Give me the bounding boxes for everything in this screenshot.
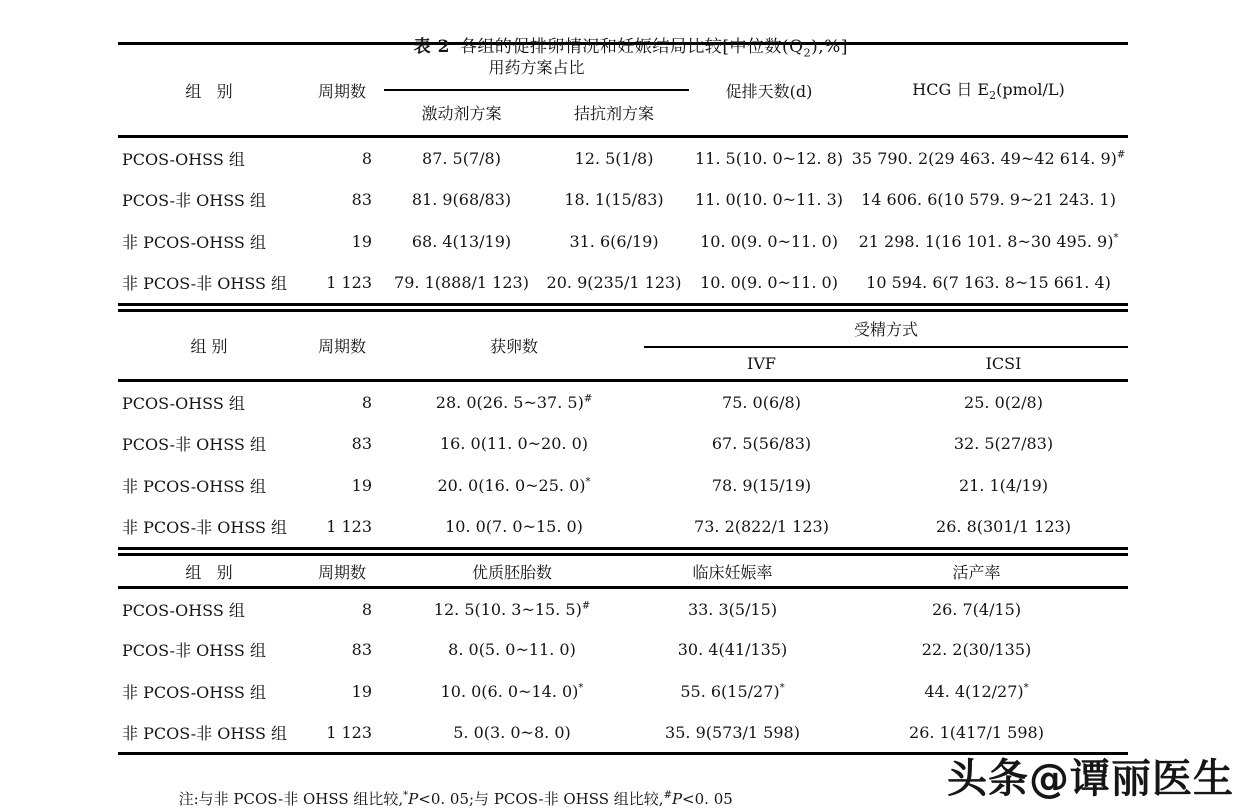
footnote: 注:与非 PCOS-非 OHSS 组比较,*P<0. 05;与 PCOS-非 OHSS 组比较,#P<0. 05 [178, 790, 733, 808]
cell-group: PCOS-OHSS 组 [122, 600, 245, 620]
cell-hcg: 35 790. 2(29 463. 49~42 614. 9)# [851, 148, 1126, 168]
cell-clinical-pregnancy: 55. 6(15/27)* [680, 681, 785, 701]
table-row [118, 671, 1128, 713]
table-row [118, 588, 1128, 630]
hash-marker: # [663, 790, 672, 801]
cell-cycles: 1 123 [326, 722, 372, 742]
cell-group: PCOS-非 OHSS 组 [122, 641, 266, 661]
cell-clinical-pregnancy: 30. 4(41/135) [677, 640, 788, 660]
cell-live-birth: 26. 1(417/1 598) [909, 722, 1044, 742]
cell-live-birth: 44. 4(12/27)* [924, 681, 1029, 701]
cell-hcg: 21 298. 1(16 101. 8~30 495. 9)* [858, 232, 1119, 251]
cell-oocytes: 20. 0(16. 0~25. 0)* [437, 476, 591, 495]
cell-cycles: 8 [361, 599, 372, 619]
cell-oocytes: 10. 0(7. 0~15. 0) [445, 517, 583, 537]
cell-live-birth: 26. 7(4/15) [931, 599, 1022, 619]
cell-antagonist: 20. 9(235/1 123) [546, 273, 682, 293]
cell-antagonist: 18. 1(15/83) [564, 190, 664, 209]
col-header-cycles: 周期数 [300, 555, 384, 588]
cell-cycles: 19 [351, 476, 372, 495]
col-header-embryos: 优质胚胎数 [384, 555, 640, 588]
table-row [118, 221, 1128, 263]
cell-group: PCOS-OHSS 组 [122, 149, 245, 169]
col-header-fertilization-group: 受精方式 [644, 311, 1128, 347]
significance-marker: # [583, 393, 593, 405]
header-row [118, 311, 1128, 347]
cell-agonist: 79. 1(888/1 123) [394, 273, 529, 293]
cell-clinical-pregnancy: 33. 3(5/15) [687, 599, 778, 619]
cell-embryos: 5. 0(3. 0~8. 0) [453, 722, 571, 742]
significance-marker: * [779, 682, 785, 694]
table-row [118, 629, 1128, 671]
col-header-regimen-group: 用药方案占比 [384, 44, 689, 90]
table-row [118, 263, 1128, 305]
col-header-group: 组 别 [118, 311, 300, 381]
table-stack [118, 42, 1128, 808]
cell-icsi: 21. 1(4/19) [958, 476, 1049, 495]
cell-agonist: 87. 5(7/8) [422, 148, 501, 168]
cell-icsi: 32. 5(27/83) [953, 434, 1054, 453]
cell-hcg: 14 606. 6(10 579. 9~21 243. 1) [861, 190, 1116, 209]
cell-cycles: 8 [361, 148, 372, 168]
significance-marker: # [1116, 149, 1126, 161]
table-row [118, 137, 1128, 179]
col-header-antagonist: 拮抗剂方案 [539, 90, 689, 137]
toutiao-watermark: 头条@谭丽医生 [947, 756, 1234, 802]
outcome-table [118, 553, 1128, 755]
table-row [118, 507, 1128, 549]
cell-clinical-pregnancy: 35. 9(573/1 598) [665, 722, 800, 742]
cell-cycles: 83 [351, 640, 372, 660]
cell-group: 非 PCOS-非 OHSS 组 [122, 723, 288, 743]
table-row [118, 381, 1128, 423]
col-header-group: 组 别 [118, 44, 300, 137]
cell-ivf: 78. 9(15/19) [711, 476, 812, 495]
table-row [118, 423, 1128, 465]
cell-embryos: 12. 5(10. 3~15. 5)# [433, 599, 591, 619]
cell-embryos: 8. 0(5. 0~11. 0) [448, 640, 576, 660]
cell-ivf: 73. 2(822/1 123) [694, 517, 829, 537]
col-header-group: 组 别 [118, 555, 300, 588]
cell-group: 非 PCOS-非 OHSS 组 [122, 274, 288, 294]
asterisk-marker: * [403, 790, 409, 801]
cell-hcg: 10 594. 6(7 163. 8~15 661. 4) [866, 273, 1111, 293]
cell-cycles: 1 123 [326, 517, 372, 537]
cell-oocytes: 16. 0(11. 0~20. 0) [439, 434, 589, 453]
p-value-symbol: P [671, 790, 683, 808]
table-number: 表 2 [413, 37, 450, 57]
cell-group: 非 PCOS-OHSS 组 [122, 233, 266, 252]
table-title-text: 各组的促排卵情况和妊娠结局比较[中位数(Q [459, 37, 804, 57]
stimulation-table [118, 42, 1128, 306]
cell-days: 11. 5(10. 0~12. 8) [695, 148, 844, 168]
cell-icsi: 26. 8(301/1 123) [936, 517, 1071, 537]
table-row [118, 465, 1128, 507]
col-header-ivf: IVF [644, 347, 879, 381]
cell-embryos: 10. 0(6. 0~14. 0)* [440, 681, 584, 701]
cell-group: 非 PCOS-OHSS 组 [122, 682, 266, 702]
col-header-stim-days: 促排天数(d) [689, 44, 849, 137]
cell-agonist: 68. 4(13/19) [411, 232, 512, 251]
cell-live-birth: 22. 2(30/135) [921, 640, 1032, 660]
header-row [118, 555, 1128, 588]
cell-days: 10. 0(9. 0~11. 0) [700, 273, 838, 293]
table-row [118, 179, 1128, 221]
cell-cycles: 19 [351, 681, 372, 701]
col-header-cycles: 周期数 [300, 311, 384, 381]
col-header-oocytes: 获卵数 [384, 311, 644, 381]
p-value-symbol: P [408, 790, 419, 808]
fertilization-table [118, 309, 1128, 550]
col-header-agonist: 激动剂方案 [384, 90, 539, 137]
cell-agonist: 81. 9(68/83) [411, 190, 512, 209]
col-header-clinical-pregnancy: 临床妊娠率 [640, 555, 825, 588]
col-header-icsi: ICSI [879, 347, 1128, 381]
cell-cycles: 83 [351, 434, 372, 453]
cell-cycles: 19 [351, 232, 372, 251]
cell-cycles: 83 [351, 190, 372, 209]
col-header-hcg-e2: HCG 日 $E_2(pmol/L)$ [849, 44, 1128, 137]
significance-marker: * [578, 682, 584, 694]
table-title [0, 0, 1238, 60]
col-header-cycles: 周期数 [300, 44, 384, 137]
cell-days: 10. 0(9. 0~11. 0) [700, 232, 838, 251]
cell-group: PCOS-非 OHSS 组 [122, 435, 266, 454]
significance-marker: * [1113, 232, 1119, 244]
cell-group: 非 PCOS-OHSS 组 [122, 477, 266, 496]
cell-antagonist: 12. 5(1/8) [574, 148, 654, 168]
cell-group: PCOS-OHSS 组 [122, 393, 245, 413]
cell-oocytes: 28. 0(26. 5~37. 5)# [435, 392, 593, 412]
cell-group: 非 PCOS-非 OHSS 组 [122, 518, 288, 538]
cell-cycles: 8 [361, 392, 372, 412]
title-subscript: 2 [803, 46, 812, 60]
col-header-live-birth: 活产率 [825, 555, 1128, 588]
table-title-tail: ),%] [811, 37, 848, 57]
cell-ivf: 75. 0(6/8) [722, 392, 801, 412]
cell-ivf: 67. 5(56/83) [711, 434, 812, 453]
cell-cycles: 1 123 [326, 273, 372, 293]
significance-marker: # [581, 600, 591, 612]
significance-marker: * [1023, 682, 1029, 694]
cell-antagonist: 31. 6(6/19) [569, 232, 659, 251]
cell-days: 11. 0(10. 0~11. 3) [695, 190, 844, 209]
cell-group: PCOS-非 OHSS 组 [122, 191, 266, 210]
significance-marker: * [585, 476, 591, 488]
cell-icsi: 25. 0(2/8) [964, 392, 1043, 412]
